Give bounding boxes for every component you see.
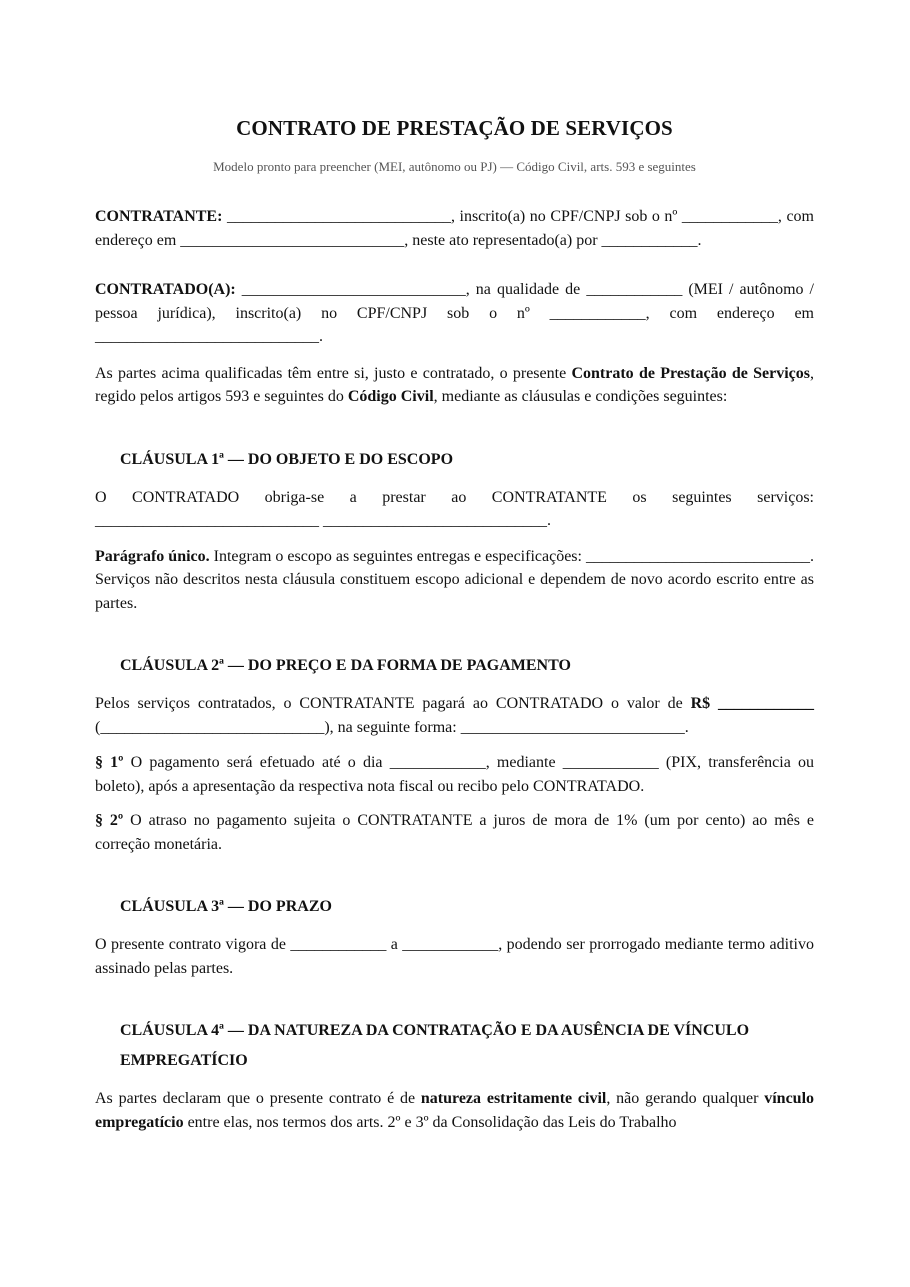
paragraph-unico-label: Parágrafo único. [95, 547, 210, 565]
section-1-text: O pagamento será efetuado até o dia ____________, mediante ____________ (PIX, transferência ou boleto), após a apresentação da respectiva nota fiscal ou recibo pelo CONTRATADO. [95, 754, 815, 795]
clause-4-heading: CLÁUSULA 4ª — DA NATUREZA DA CONTRATAÇÃO E DA AUSÊNCIA DE VÍNCULO EMPREGATÍCIO [120, 1022, 750, 1069]
contratado-text: ____________________________, na qualidade de ____________ (MEI / autônomo / pessoa jurídica), inscrito(a) no CPF/CNPJ sob o nº ____________, com endereço em ____________________________. [95, 281, 814, 345]
section-2-label: § 2º [95, 812, 124, 829]
clause-3-heading: CLÁUSULA 3ª — DO PRAZO [120, 898, 332, 915]
preamble-text-1: As partes acima qualificadas têm entre si, justo e contratado, o presente [95, 364, 572, 382]
document-subtitle: Modelo pronto para preencher (MEI, autônomo ou PJ) — Código Civil, arts. 593 e seguintes [213, 159, 696, 174]
clause-2-heading: CLÁUSULA 2ª — DO PREÇO E DA FORMA DE PAGAMENTO [120, 657, 571, 674]
preamble-paragraph [95, 362, 814, 409]
clause-4-text-1: As partes declaram que o presente contrato é de [95, 1090, 421, 1107]
clause-1-body: O CONTRATADO obriga-se a prestar ao CONTRATANTE os seguintes serviços: ____________________________ ____________________________. [95, 488, 814, 529]
clause-2-text-2: (____________________________), na seguinte forma: ____________________________. [95, 718, 689, 736]
contratado-label: CONTRATADO(A): [95, 281, 236, 298]
clause-2-body [95, 692, 814, 739]
document-title: CONTRATO DE PRESTAÇÃO DE SERVIÇOS [236, 116, 673, 140]
clause-4-bold-1: natureza estritamente civil [420, 1090, 607, 1107]
clause-3-body: O presente contrato vigora de ____________ a ____________, podendo ser prorrogado mediante termo aditivo assinado pelas partes. [95, 936, 814, 977]
preamble-bold-2: Código Civil [347, 388, 434, 405]
paragraph-unico-text: Integram o escopo as seguintes entregas e especificações: ____________________________. Serviços não descritos nesta cláusula constituem escopo adicional e dependem de novo acordo escrito entre as partes. [95, 547, 814, 612]
clause-2-value: R$ ____________ [690, 695, 814, 712]
clause-1-heading: CLÁUSULA 1ª — DO OBJETO E DO ESCOPO [120, 450, 454, 468]
contratante-paragraph [95, 205, 814, 252]
clause-4-text-3: entre elas, nos termos dos arts. 2º e 3º da Consolidação das Leis do Trabalho [183, 1113, 677, 1131]
contratante-text: ____________________________, inscrito(a) no CPF/CNPJ sob o nº ____________, com endereço em ____________________________, neste ato representado(a) por ____________. [95, 208, 814, 249]
contratado-paragraph [95, 278, 814, 349]
clause-2-text-1: Pelos serviços contratados, o CONTRATANTE pagará ao CONTRATADO o valor de [95, 695, 691, 712]
preamble-bold-1: Contrato de Prestação de Serviços [571, 364, 810, 382]
preamble-text-2: , regido pelos artigos 593 e seguintes do [95, 364, 814, 405]
clause-2-section-1 [95, 751, 814, 798]
preamble-text-3: , mediante as cláusulas e condições seguintes: [433, 388, 728, 405]
contratante-label: CONTRATANTE: [95, 208, 223, 225]
clause-4-body [95, 1087, 814, 1134]
clause-4-text-2: , não gerando qualquer [606, 1090, 765, 1107]
section-2-text: O atraso no pagamento sujeita o CONTRATANTE a juros de mora de 1% (um por cento) ao mês e correção monetária. [95, 812, 815, 853]
section-1-label: § 1º [95, 754, 124, 771]
clause-2-section-2 [95, 809, 814, 856]
clause-4-bold-2: vínculo empregatício [95, 1090, 815, 1131]
document-page [95, 0, 814, 1134]
clause-1-paragraph-unico [95, 545, 814, 616]
